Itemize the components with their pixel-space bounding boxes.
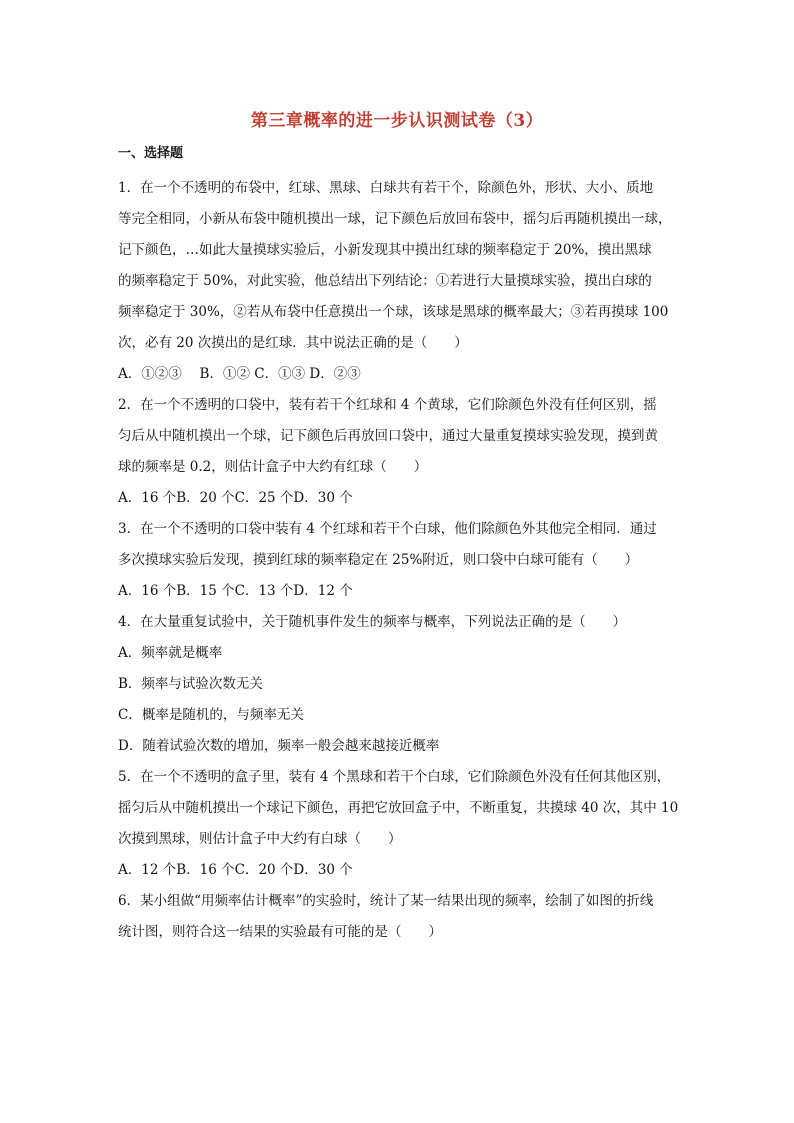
question-line: 记下颜色，…如此大量摸球实验后，小新发现其中摸出红球的频率稳定于 20%，摸出黑球 — [118, 242, 652, 258]
exam-content — [118, 143, 678, 948]
question-line: 6．某小组做“用频率估计概率”的实验时，统计了某一结果出现的频率，绘制了如图的折线 — [118, 893, 654, 909]
question-line: 的频率稳定于 50%，对此实验，他总结出下列结论：①若进行大量摸球实验，摸出白球的 — [118, 273, 652, 289]
question-line: 次，必有 20 次摸出的是红球．其中说法正确的是（ ） — [118, 335, 468, 351]
question-line: 4．在大量重复试验中，关于随机事件发生的频率与概率，下列说法正确的是（ ） — [118, 614, 627, 630]
answer-options: A．12 个B．16 个C．20 个D．30 个 — [118, 862, 353, 878]
question-line: 多次摸球实验后发现，摸到红球的频率稳定在 25%附近，则口袋中白球可能有（ ） — [118, 552, 639, 568]
question-line: 球的频率是 0.2，则估计盒子中大约有红球（ ） — [118, 459, 428, 475]
question-4 — [118, 607, 678, 762]
question-line: 3．在一个不透明的口袋中装有 4 个红球和若干个白球，他们除颜色外其他完全相同．通过 — [118, 521, 657, 537]
question-2 — [118, 390, 678, 514]
question-line: 次摸到黑球，则估计盒子中大约有白球（ ） — [118, 831, 402, 847]
question-line: 等完全相同，小新从布袋中随机摸出一球，记下颜色后放回布袋中，摇匀后再随机摸出一球， — [118, 211, 672, 227]
question-line: 1．在一个不透明的布袋中，红球、黑球、白球共有若干个，除颜色外，形状、大小、质地 — [118, 180, 654, 196]
answer-option: A．频率就是概率 — [118, 645, 223, 661]
section-heading: 一、选择题 — [118, 146, 184, 161]
answer-options: A．16 个B．15 个C．13 个D．12 个 — [118, 583, 353, 599]
question-6 — [118, 886, 678, 948]
answer-option: D．随着试验次数的增加，频率一般会越来越接近概率 — [118, 738, 440, 754]
question-line: 统计图，则符合这一结果的实验最有可能的是（ ） — [118, 924, 442, 940]
answer-option: C．概率是随机的，与频率无关 — [118, 707, 304, 723]
question-1 — [118, 173, 678, 390]
question-5 — [118, 762, 678, 886]
answer-options: A．16 个B．20 个C．25 个D．30 个 — [118, 490, 353, 506]
answer-options: A．①②③ B．①② C．①③ D．②③ — [118, 366, 361, 382]
question-line: 5．在一个不透明的盒子里，装有 4 个黑球和若干个白球，它们除颜色外没有任何其他区别， — [118, 769, 671, 785]
question-line: 频率稳定于 30%，②若从布袋中任意摸出一个球，该球是黑球的概率最大；③若再摸球 100 — [118, 304, 669, 320]
question-line: 匀后从中随机摸出一个球，记下颜色后再放回口袋中，通过大量重复摸球实验发现，摸到黄 — [118, 428, 658, 444]
page-title: 第三章概率的进一步认识测试卷（3） — [250, 111, 544, 131]
question-line: 2．在一个不透明的口袋中，装有若干个红球和 4 个黄球，它们除颜色外没有任何区别，摇 — [118, 397, 657, 413]
answer-option: B．频率与试验次数无关 — [118, 676, 263, 692]
question-line: 摇匀后从中随机摸出一个球记下颜色，再把它放回盒子中，不断重复，共摸球 40 次，其中 10 — [118, 800, 679, 816]
question-3 — [118, 514, 678, 607]
